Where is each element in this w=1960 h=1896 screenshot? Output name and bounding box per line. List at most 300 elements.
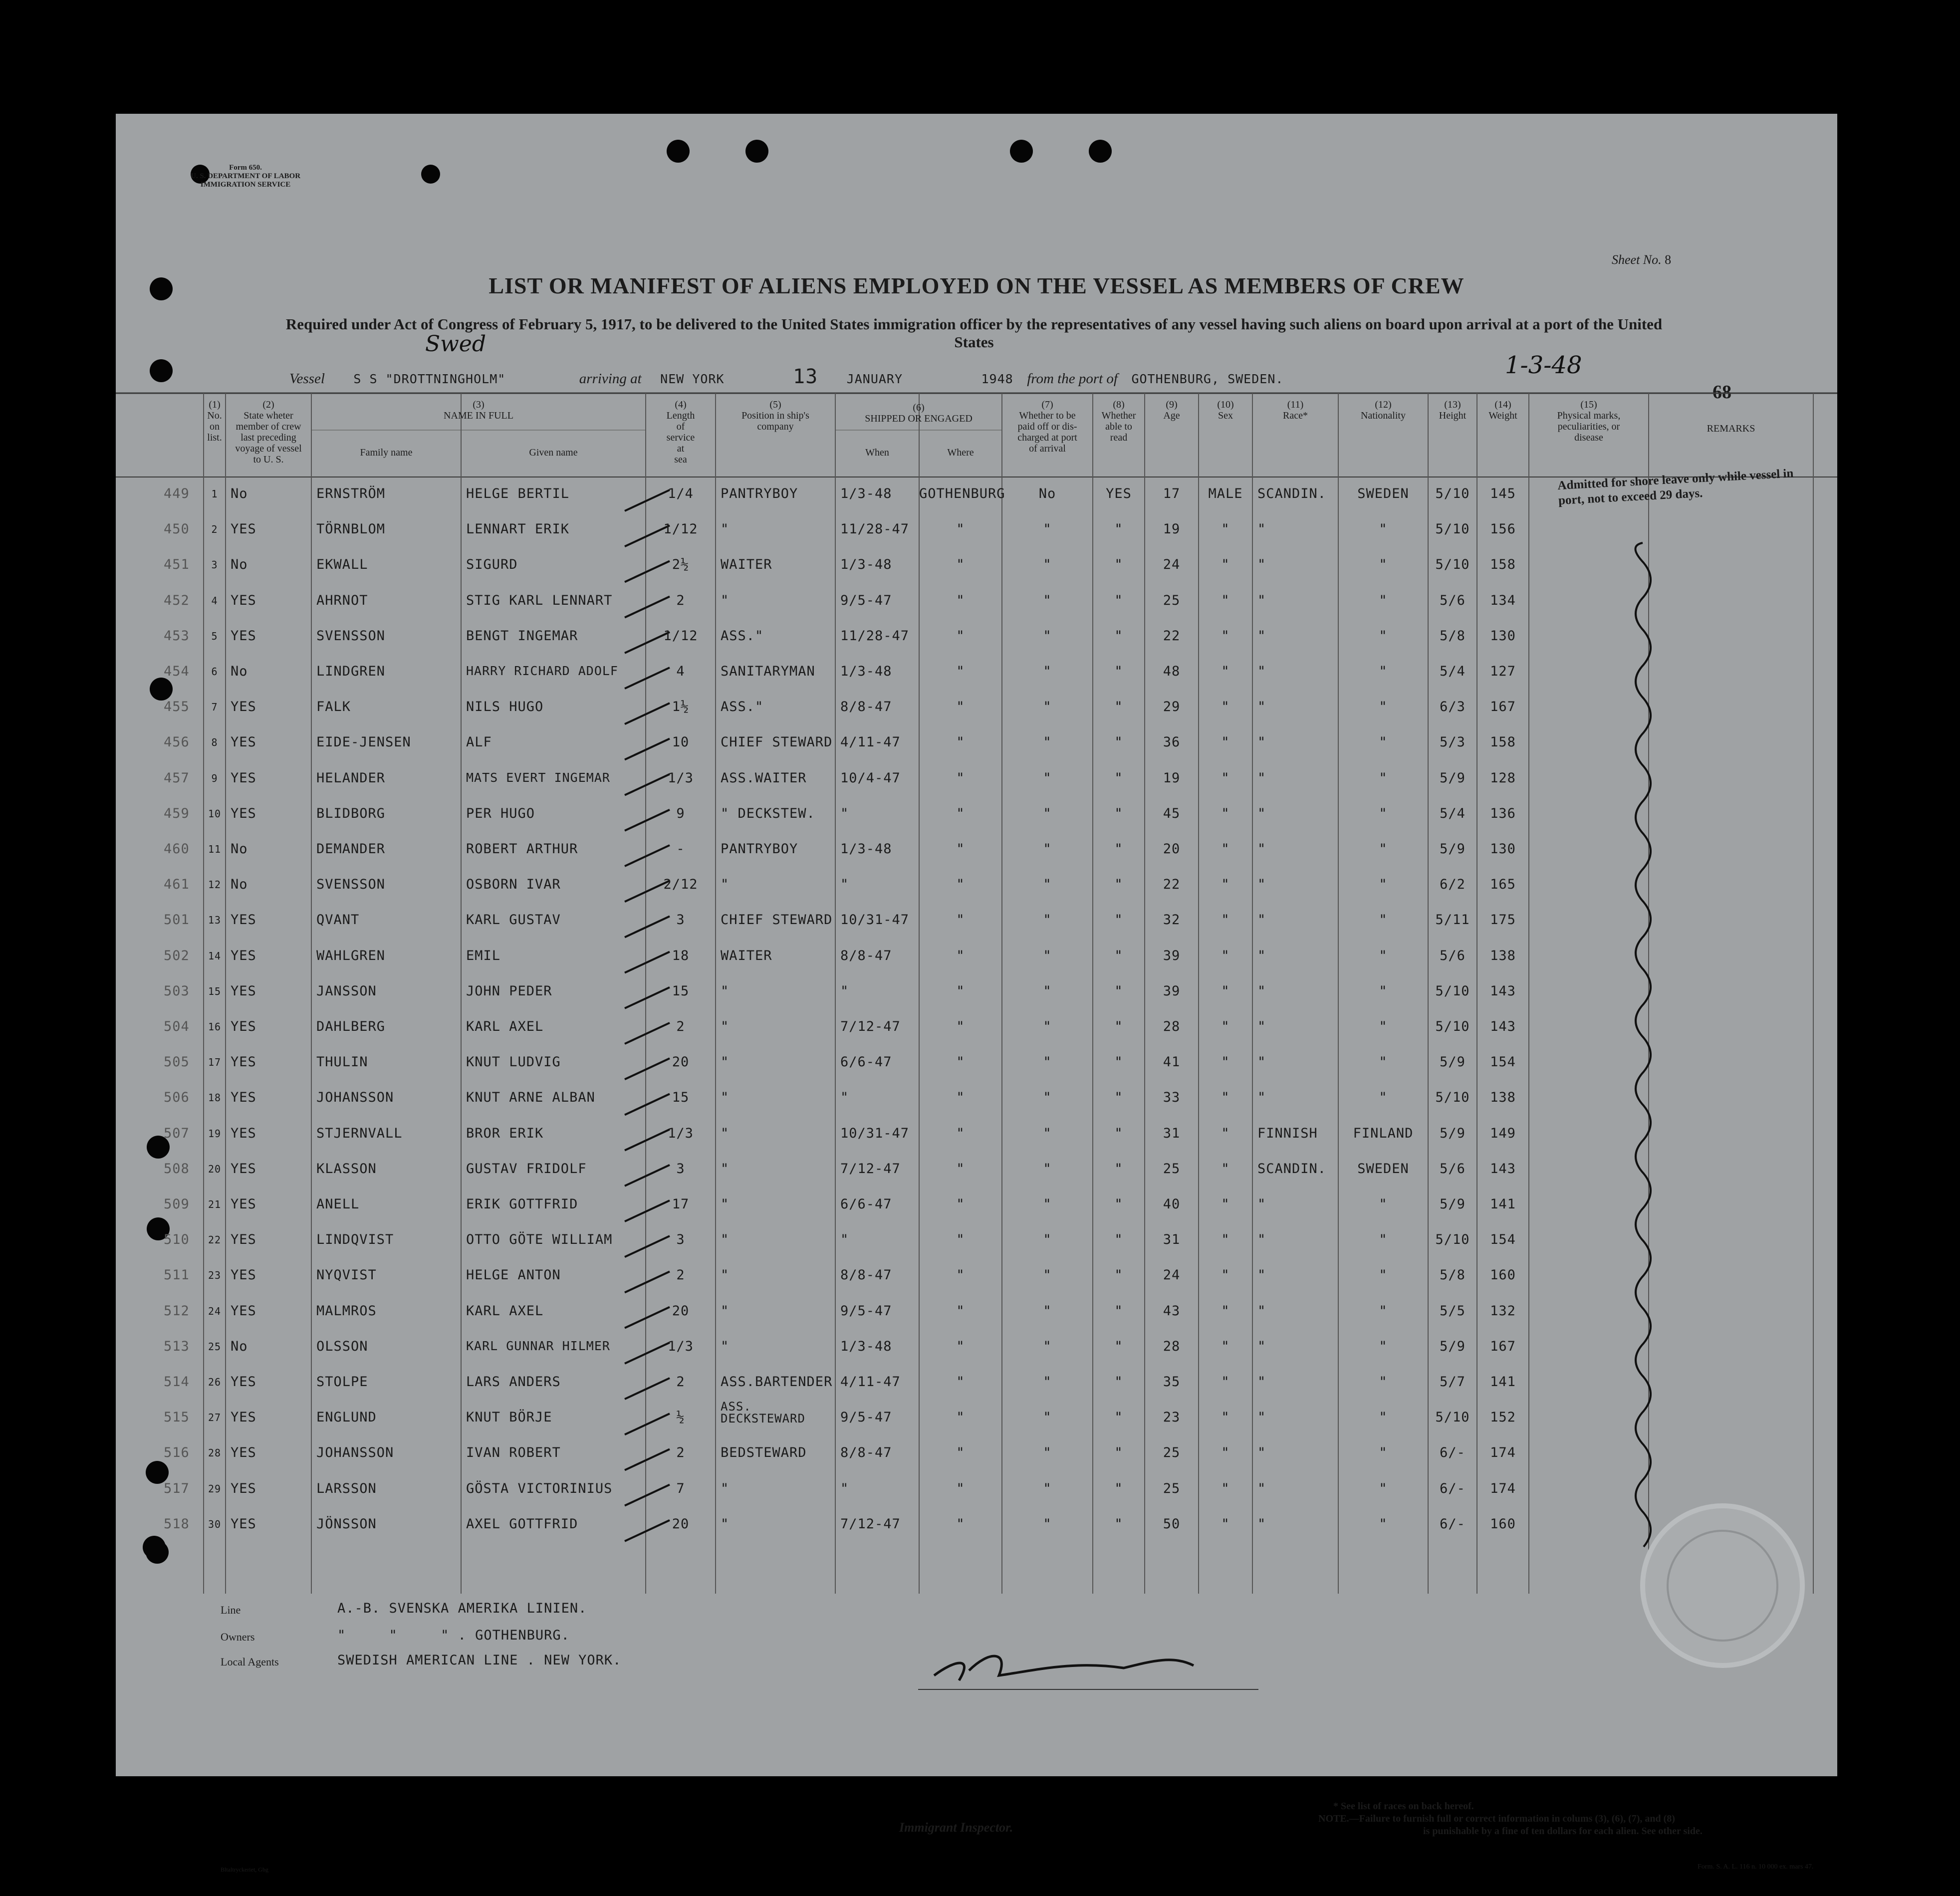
header-length-service: [646, 399, 716, 465]
cell-family: QVANT: [316, 912, 360, 928]
cell-paid: ": [1043, 1410, 1052, 1425]
cell-family: LINDQVIST: [316, 1232, 394, 1248]
cell-where: ": [956, 948, 965, 963]
cell-race: ": [1257, 734, 1266, 750]
cell-weight: 143: [1490, 1161, 1516, 1177]
cell-prev: YES: [231, 1054, 256, 1070]
header-race: [1252, 399, 1338, 421]
cell-race: ": [1257, 1516, 1266, 1532]
header-remarks: [1649, 423, 1813, 434]
cell-prev: No: [231, 841, 248, 857]
cell-sex: ": [1221, 521, 1230, 537]
cell-read: ": [1114, 628, 1123, 644]
header-list-no-line: list.: [207, 432, 222, 443]
line-label: Line: [221, 1604, 241, 1616]
cell-height: 5/10: [1435, 557, 1470, 573]
cell-family: ENGLUND: [316, 1410, 377, 1425]
cell-family: DAHLBERG: [316, 1019, 386, 1034]
header-when: [835, 447, 919, 458]
header-given-name-line: Given name: [529, 447, 578, 458]
header-position-line: company: [757, 421, 794, 432]
cell-nat: ": [1379, 1480, 1388, 1496]
cell-race: ": [1257, 664, 1266, 679]
cell-position: ": [721, 1196, 730, 1212]
cell-family: BLIDBORG: [316, 805, 386, 821]
cell-length: 2: [676, 1374, 685, 1390]
cell-prev: No: [231, 877, 248, 893]
cell-height: 5/10: [1435, 1019, 1470, 1034]
header-age-line: (9): [1166, 399, 1178, 410]
cell-length: 2½: [672, 557, 690, 573]
header-height-line: Height: [1439, 410, 1467, 421]
cell-length: 2: [676, 1445, 685, 1461]
header-prev-voyage-line: State wheter: [244, 410, 293, 421]
cell-given: BROR ERIK: [466, 1125, 544, 1141]
cell-where: ": [956, 912, 965, 928]
row-reference-number: 506: [164, 1090, 190, 1106]
cell-family: KLASSON: [316, 1161, 377, 1177]
footnote-penalty-cont: is punishable by a fine of ten dollars for each alien. See other side.: [1423, 1826, 1703, 1837]
cell-age: 25: [1163, 1445, 1181, 1461]
header-name-line: (3): [473, 399, 485, 410]
cell-weight: 158: [1490, 557, 1516, 573]
header-length-service-line: at: [677, 443, 685, 454]
cell-race: ": [1257, 1374, 1266, 1390]
cell-given: HARRY RICHARD ADOLF: [466, 664, 618, 678]
cell-family: JANSSON: [316, 983, 377, 999]
cell-position: ": [721, 592, 730, 608]
cell-nat: SWEDEN: [1357, 486, 1409, 501]
cell-length: 2: [676, 592, 685, 608]
cell-prev: YES: [231, 805, 256, 821]
cell-paid: ": [1043, 841, 1052, 857]
cell-height: 5/9: [1440, 1338, 1466, 1354]
cell-age: 41: [1163, 1054, 1181, 1070]
header-able-read: [1093, 399, 1145, 443]
cell-when: 9/5-47: [840, 1410, 892, 1425]
cell-family: STJERNVALL: [316, 1125, 403, 1141]
cell-race: FINNISH: [1257, 1125, 1318, 1141]
cell-read: ": [1114, 1516, 1123, 1532]
cell-age: 39: [1163, 983, 1181, 999]
cell-nat: ": [1379, 1019, 1388, 1034]
page-number: 68: [1713, 382, 1731, 403]
cell-height: 6/3: [1440, 699, 1466, 715]
cell-weight: 134: [1490, 592, 1516, 608]
cell-sex: ": [1221, 592, 1230, 608]
cell-position: ": [721, 1054, 730, 1070]
cell-paid: ": [1043, 592, 1052, 608]
cell-length: 15: [672, 1090, 690, 1106]
cell-where: ": [956, 1445, 965, 1461]
cell-age: 45: [1163, 805, 1181, 821]
cell-prev: No: [231, 1338, 248, 1354]
cell-family: STOLPE: [316, 1374, 368, 1390]
cell-weight: 132: [1490, 1303, 1516, 1319]
cell-height: 6/-: [1440, 1480, 1466, 1496]
cell-read: ": [1114, 1374, 1123, 1390]
header-physical-line: Physical marks,: [1557, 410, 1621, 421]
header-paid-off-line: of arrival: [1029, 443, 1066, 454]
cell-height: 5/10: [1435, 1090, 1470, 1106]
cell-weight: 143: [1490, 983, 1516, 999]
sheet-number-label: Sheet No.: [1612, 252, 1662, 267]
header-age-line: Age: [1163, 410, 1180, 421]
cell-race: ": [1257, 770, 1266, 786]
cell-given: OSBORN IVAR: [466, 877, 561, 893]
cell-position: ": [721, 1232, 730, 1248]
cell-where: ": [956, 1054, 965, 1070]
cell-given: STIG KARL LENNART: [466, 592, 613, 608]
header-physical-line: (15): [1580, 399, 1597, 410]
cell-given: ALF: [466, 734, 492, 750]
cell-no: 22: [208, 1234, 222, 1246]
cell-position: ": [721, 1267, 730, 1283]
cell-read: ": [1114, 1196, 1123, 1212]
cell-no: 2: [211, 523, 218, 536]
cell-family: ANELL: [316, 1196, 360, 1212]
cell-weight: 175: [1490, 912, 1516, 928]
cell-paid: ": [1043, 699, 1052, 715]
cell-prev: YES: [231, 1516, 256, 1532]
cell-where: ": [956, 734, 965, 750]
cell-nat: ": [1379, 699, 1388, 715]
header-where-line: Where: [947, 447, 974, 458]
cell-prev: No: [231, 557, 248, 573]
inspector-signature: [914, 1641, 1313, 1690]
header-nationality-line: (12): [1375, 399, 1392, 410]
cell-prev: YES: [231, 770, 256, 786]
cell-nat: ": [1379, 1374, 1388, 1390]
cell-height: 5/4: [1440, 805, 1466, 821]
cell-nat: ": [1379, 1445, 1388, 1461]
header-prev-voyage-line: voyage of vessel: [235, 443, 302, 454]
header-position-line: Position in ship's: [741, 410, 809, 421]
cell-when: 1/3-48: [840, 664, 892, 679]
cell-nat: ": [1379, 1267, 1388, 1283]
cell-paid: ": [1043, 1480, 1052, 1496]
header-length-service-line: of: [676, 421, 685, 432]
cell-height: 5/6: [1440, 948, 1466, 963]
cell-length: 1/12: [663, 628, 698, 644]
cell-height: 5/3: [1440, 734, 1466, 750]
cell-no: 8: [211, 736, 218, 749]
cell-no: 1: [211, 488, 218, 500]
cell-race: ": [1257, 805, 1266, 821]
cell-weight: 174: [1490, 1445, 1516, 1461]
cell-weight: 152: [1490, 1410, 1516, 1425]
cell-read: ": [1114, 1445, 1123, 1461]
header-sex: [1199, 399, 1252, 421]
cell-read: ": [1114, 1019, 1123, 1034]
header-shipped-line: SHIPPED OR ENGAGED: [865, 413, 973, 424]
cell-where: ": [956, 628, 965, 644]
cell-where: ": [956, 521, 965, 537]
header-height: [1428, 399, 1477, 421]
handwritten-note: Swed: [425, 331, 487, 357]
cell-read: ": [1114, 592, 1123, 608]
cell-when: 8/8-47: [840, 948, 892, 963]
cell-race: ": [1257, 1019, 1266, 1034]
cell-family: ERNSTRÖM: [316, 486, 386, 501]
cell-position: ": [721, 1480, 730, 1496]
sheet-number-value: 8: [1665, 252, 1672, 267]
cell-no: 13: [208, 914, 222, 927]
row-reference-number: 452: [164, 592, 190, 608]
cell-race: ": [1257, 1445, 1266, 1461]
cell-read: ": [1114, 1267, 1123, 1283]
cell-age: 19: [1163, 521, 1181, 537]
cell-read: ": [1114, 948, 1123, 963]
row-reference-number: 501: [164, 912, 190, 928]
cell-nat: ": [1379, 1232, 1388, 1248]
header-nationality: [1338, 399, 1428, 421]
cell-when: 6/6-47: [840, 1196, 892, 1212]
from-port-label: from the port of: [1027, 371, 1118, 387]
cell-paid: ": [1043, 877, 1052, 893]
cell-given: GÖSTA VICTORINIUS: [466, 1480, 613, 1496]
document-title: LIST OR MANIFEST OF ALIENS EMPLOYED ON THE VESSEL AS MEMBERS OF CREW: [489, 273, 1465, 298]
header-age: [1145, 399, 1199, 421]
cell-nat: ": [1379, 841, 1388, 857]
cell-length: 2/12: [663, 877, 698, 893]
row-reference-number: 461: [164, 877, 190, 893]
cell-when: 4/11-47: [840, 734, 901, 750]
cell-when: 10/31-47: [840, 1125, 910, 1141]
cell-sex: ": [1221, 1480, 1230, 1496]
cell-family: SVENSSON: [316, 877, 386, 893]
cell-prev: YES: [231, 628, 256, 644]
cell-paid: ": [1043, 628, 1052, 644]
cell-race: ": [1257, 1480, 1266, 1496]
header-shipped: [835, 402, 1002, 424]
cell-given: KARL GUSTAV: [466, 912, 561, 928]
cell-read: ": [1114, 734, 1123, 750]
cell-sex: ": [1221, 628, 1230, 644]
cell-family: LARSSON: [316, 1480, 377, 1496]
remarks-note: Admitted for shore leave only while vessel in port, not to exceed 29 days.: [1557, 467, 1794, 508]
cell-race: ": [1257, 948, 1266, 963]
service-name: IMMIGRATION SERVICE: [200, 181, 291, 189]
cell-given: KARL GUNNAR HILMER: [466, 1338, 610, 1353]
cell-height: 6/-: [1440, 1445, 1466, 1461]
cell-age: 39: [1163, 948, 1181, 963]
cell-paid: ": [1043, 948, 1052, 963]
header-length-service-line: service: [666, 432, 695, 443]
cell-height: 5/10: [1435, 1232, 1470, 1248]
cell-length: 1/4: [668, 486, 694, 501]
cell-given: AXEL GOTTFRID: [466, 1516, 578, 1532]
cell-height: 5/6: [1440, 592, 1466, 608]
cell-prev: YES: [231, 1410, 256, 1425]
cell-length: 1/3: [668, 770, 694, 786]
row-reference-number: 460: [164, 841, 190, 857]
header-prev-voyage: [226, 399, 311, 465]
cell-nat: SWEDEN: [1357, 1161, 1409, 1177]
cell-height: 5/9: [1440, 1125, 1466, 1141]
cell-given: PER HUGO: [466, 805, 535, 821]
cell-where: ": [956, 1232, 965, 1248]
cell-when: ": [840, 1480, 849, 1496]
cell-sex: ": [1221, 1196, 1230, 1212]
row-reference-number: 507: [164, 1125, 190, 1141]
header-physical-line: peculiarities, or: [1557, 421, 1620, 432]
cell-prev: YES: [231, 1019, 256, 1034]
cell-family: JÖNSSON: [316, 1516, 377, 1532]
cell-given: IVAN ROBERT: [466, 1445, 561, 1461]
header-weight: [1477, 399, 1529, 421]
row-reference-number: 449: [164, 486, 190, 501]
printer-mark: Bltaltryckeriet, Gbg: [221, 1866, 268, 1873]
cell-read: ": [1114, 841, 1123, 857]
row-reference-number: 514: [164, 1374, 190, 1390]
cell-position: PANTRYBOY: [721, 841, 798, 857]
cell-race: ": [1257, 592, 1266, 608]
cell-paid: ": [1043, 1125, 1052, 1141]
cell-position: " DECKSTEW.: [721, 805, 815, 821]
row-reference-number: 503: [164, 983, 190, 999]
cell-sex: ": [1221, 841, 1230, 857]
cell-where: ": [956, 1374, 965, 1390]
header-sex-line: Sex: [1218, 410, 1233, 421]
row-reference-number: 508: [164, 1161, 190, 1177]
cell-read: ": [1114, 1303, 1123, 1319]
cell-when: 11/28-47: [840, 628, 910, 644]
cell-prev: YES: [231, 699, 256, 715]
row-reference-number: 517: [164, 1480, 190, 1496]
cell-family: EKWALL: [316, 557, 368, 573]
cell-position: WAITER: [721, 948, 772, 963]
cell-when: 9/5-47: [840, 1303, 892, 1319]
row-reference-number: 511: [164, 1267, 190, 1283]
arrival-month: JANUARY: [846, 372, 903, 386]
header-sex-line: (10): [1217, 399, 1234, 410]
cell-read: ": [1114, 805, 1123, 821]
cell-read: ": [1114, 1232, 1123, 1248]
header-paid-off-line: (7): [1041, 399, 1053, 410]
cell-length: 2: [676, 1267, 685, 1283]
cell-prev: YES: [231, 1267, 256, 1283]
cell-when: 8/8-47: [840, 1445, 892, 1461]
header-nationality-line: Nationality: [1361, 410, 1406, 421]
cell-no: 26: [208, 1376, 222, 1388]
cell-family: EIDE-JENSEN: [316, 734, 411, 750]
cell-where: ": [956, 1196, 965, 1212]
cell-read: ": [1114, 1090, 1123, 1106]
cell-no: 11: [208, 843, 222, 855]
cell-position: CHIEF STEWARD: [721, 734, 833, 750]
cell-no: 15: [208, 985, 222, 997]
header-paid-off-line: paid off or dis-: [1017, 421, 1077, 432]
cell-read: ": [1114, 557, 1123, 573]
header-prev-voyage-line: (2): [262, 399, 274, 410]
header-weight-line: (14): [1494, 399, 1511, 410]
cell-length: 15: [672, 983, 690, 999]
cell-height: 5/10: [1435, 486, 1470, 501]
row-reference-number: 512: [164, 1303, 190, 1319]
cell-no: 9: [211, 772, 218, 784]
cell-paid: ": [1043, 1445, 1052, 1461]
cell-where: ": [956, 1019, 965, 1034]
cell-nat: ": [1379, 1054, 1388, 1070]
cell-paid: ": [1043, 734, 1052, 750]
cell-weight: 158: [1490, 734, 1516, 750]
cell-no: 28: [208, 1447, 222, 1459]
cell-nat: FINLAND: [1353, 1125, 1414, 1141]
cell-length: 1/3: [668, 1125, 694, 1141]
cell-age: 32: [1163, 912, 1181, 928]
cell-length: 17: [672, 1196, 690, 1212]
cell-weight: 154: [1490, 1054, 1516, 1070]
cell-position: BEDSTEWARD: [721, 1445, 807, 1461]
cell-paid: ": [1043, 1196, 1052, 1212]
cell-family: OLSSON: [316, 1338, 368, 1354]
header-shipped-line: (6): [913, 402, 925, 413]
cell-paid: ": [1043, 1161, 1052, 1177]
cell-weight: 138: [1490, 1090, 1516, 1106]
cell-race: ": [1257, 699, 1266, 715]
cell-read: YES: [1106, 486, 1132, 501]
cell-length: 3: [676, 1161, 685, 1177]
cell-family: FALK: [316, 699, 351, 715]
cell-age: 23: [1163, 1410, 1181, 1425]
cell-given: HELGE BERTIL: [466, 486, 570, 501]
header-weight-line: Weight: [1488, 410, 1517, 421]
cell-when: ": [840, 983, 849, 999]
document-subtitle: Required under Act of Congress of February 5, 1917, to be delivered to the United States immigration officer by the representatives of any vessel having such aliens on board upon arrival at a port of the United States: [285, 315, 1663, 351]
row-reference-number: 502: [164, 948, 190, 963]
cell-where: ": [956, 1516, 965, 1532]
cell-age: 50: [1163, 1516, 1181, 1532]
cell-position: ": [721, 1303, 730, 1319]
header-position: [716, 399, 835, 432]
cell-prev: YES: [231, 1125, 256, 1141]
cell-prev: No: [231, 486, 248, 501]
cell-where: ": [956, 1090, 965, 1106]
footnote-races: * See list of races on back hereof.: [1333, 1801, 1474, 1812]
header-able-read-line: able to: [1105, 421, 1132, 432]
cell-length: 3: [676, 912, 685, 928]
cell-read: ": [1114, 1410, 1123, 1425]
cell-prev: No: [231, 664, 248, 679]
cell-age: 40: [1163, 1196, 1181, 1212]
cell-no: 4: [211, 594, 218, 607]
cell-given: BENGT INGEMAR: [466, 628, 578, 644]
cell-height: 6/-: [1440, 1516, 1466, 1532]
cell-where: ": [956, 841, 965, 857]
cell-nat: ": [1379, 770, 1388, 786]
owners-label: Owners: [221, 1631, 255, 1643]
cell-prev: YES: [231, 592, 256, 608]
header-paid-off-line: charged at port: [1017, 432, 1077, 443]
cell-age: 25: [1163, 1480, 1181, 1496]
arriving-label: arriving at: [579, 371, 642, 387]
cell-no: 19: [208, 1127, 222, 1140]
cell-no: 7: [211, 701, 218, 713]
header-able-read-line: Whether: [1101, 410, 1136, 421]
cell-age: 20: [1163, 841, 1181, 857]
header-list-no: [204, 399, 226, 443]
cell-given: LENNART ERIK: [466, 521, 570, 537]
cell-family: TÖRNBLOM: [316, 521, 386, 537]
cell-family: THULIN: [316, 1054, 368, 1070]
cell-no: 18: [208, 1092, 222, 1104]
cell-weight: 165: [1490, 877, 1516, 893]
cell-race: ": [1257, 1196, 1266, 1212]
cell-given: EMIL: [466, 948, 501, 963]
cell-paid: ": [1043, 1054, 1052, 1070]
cell-paid: ": [1043, 1338, 1052, 1354]
